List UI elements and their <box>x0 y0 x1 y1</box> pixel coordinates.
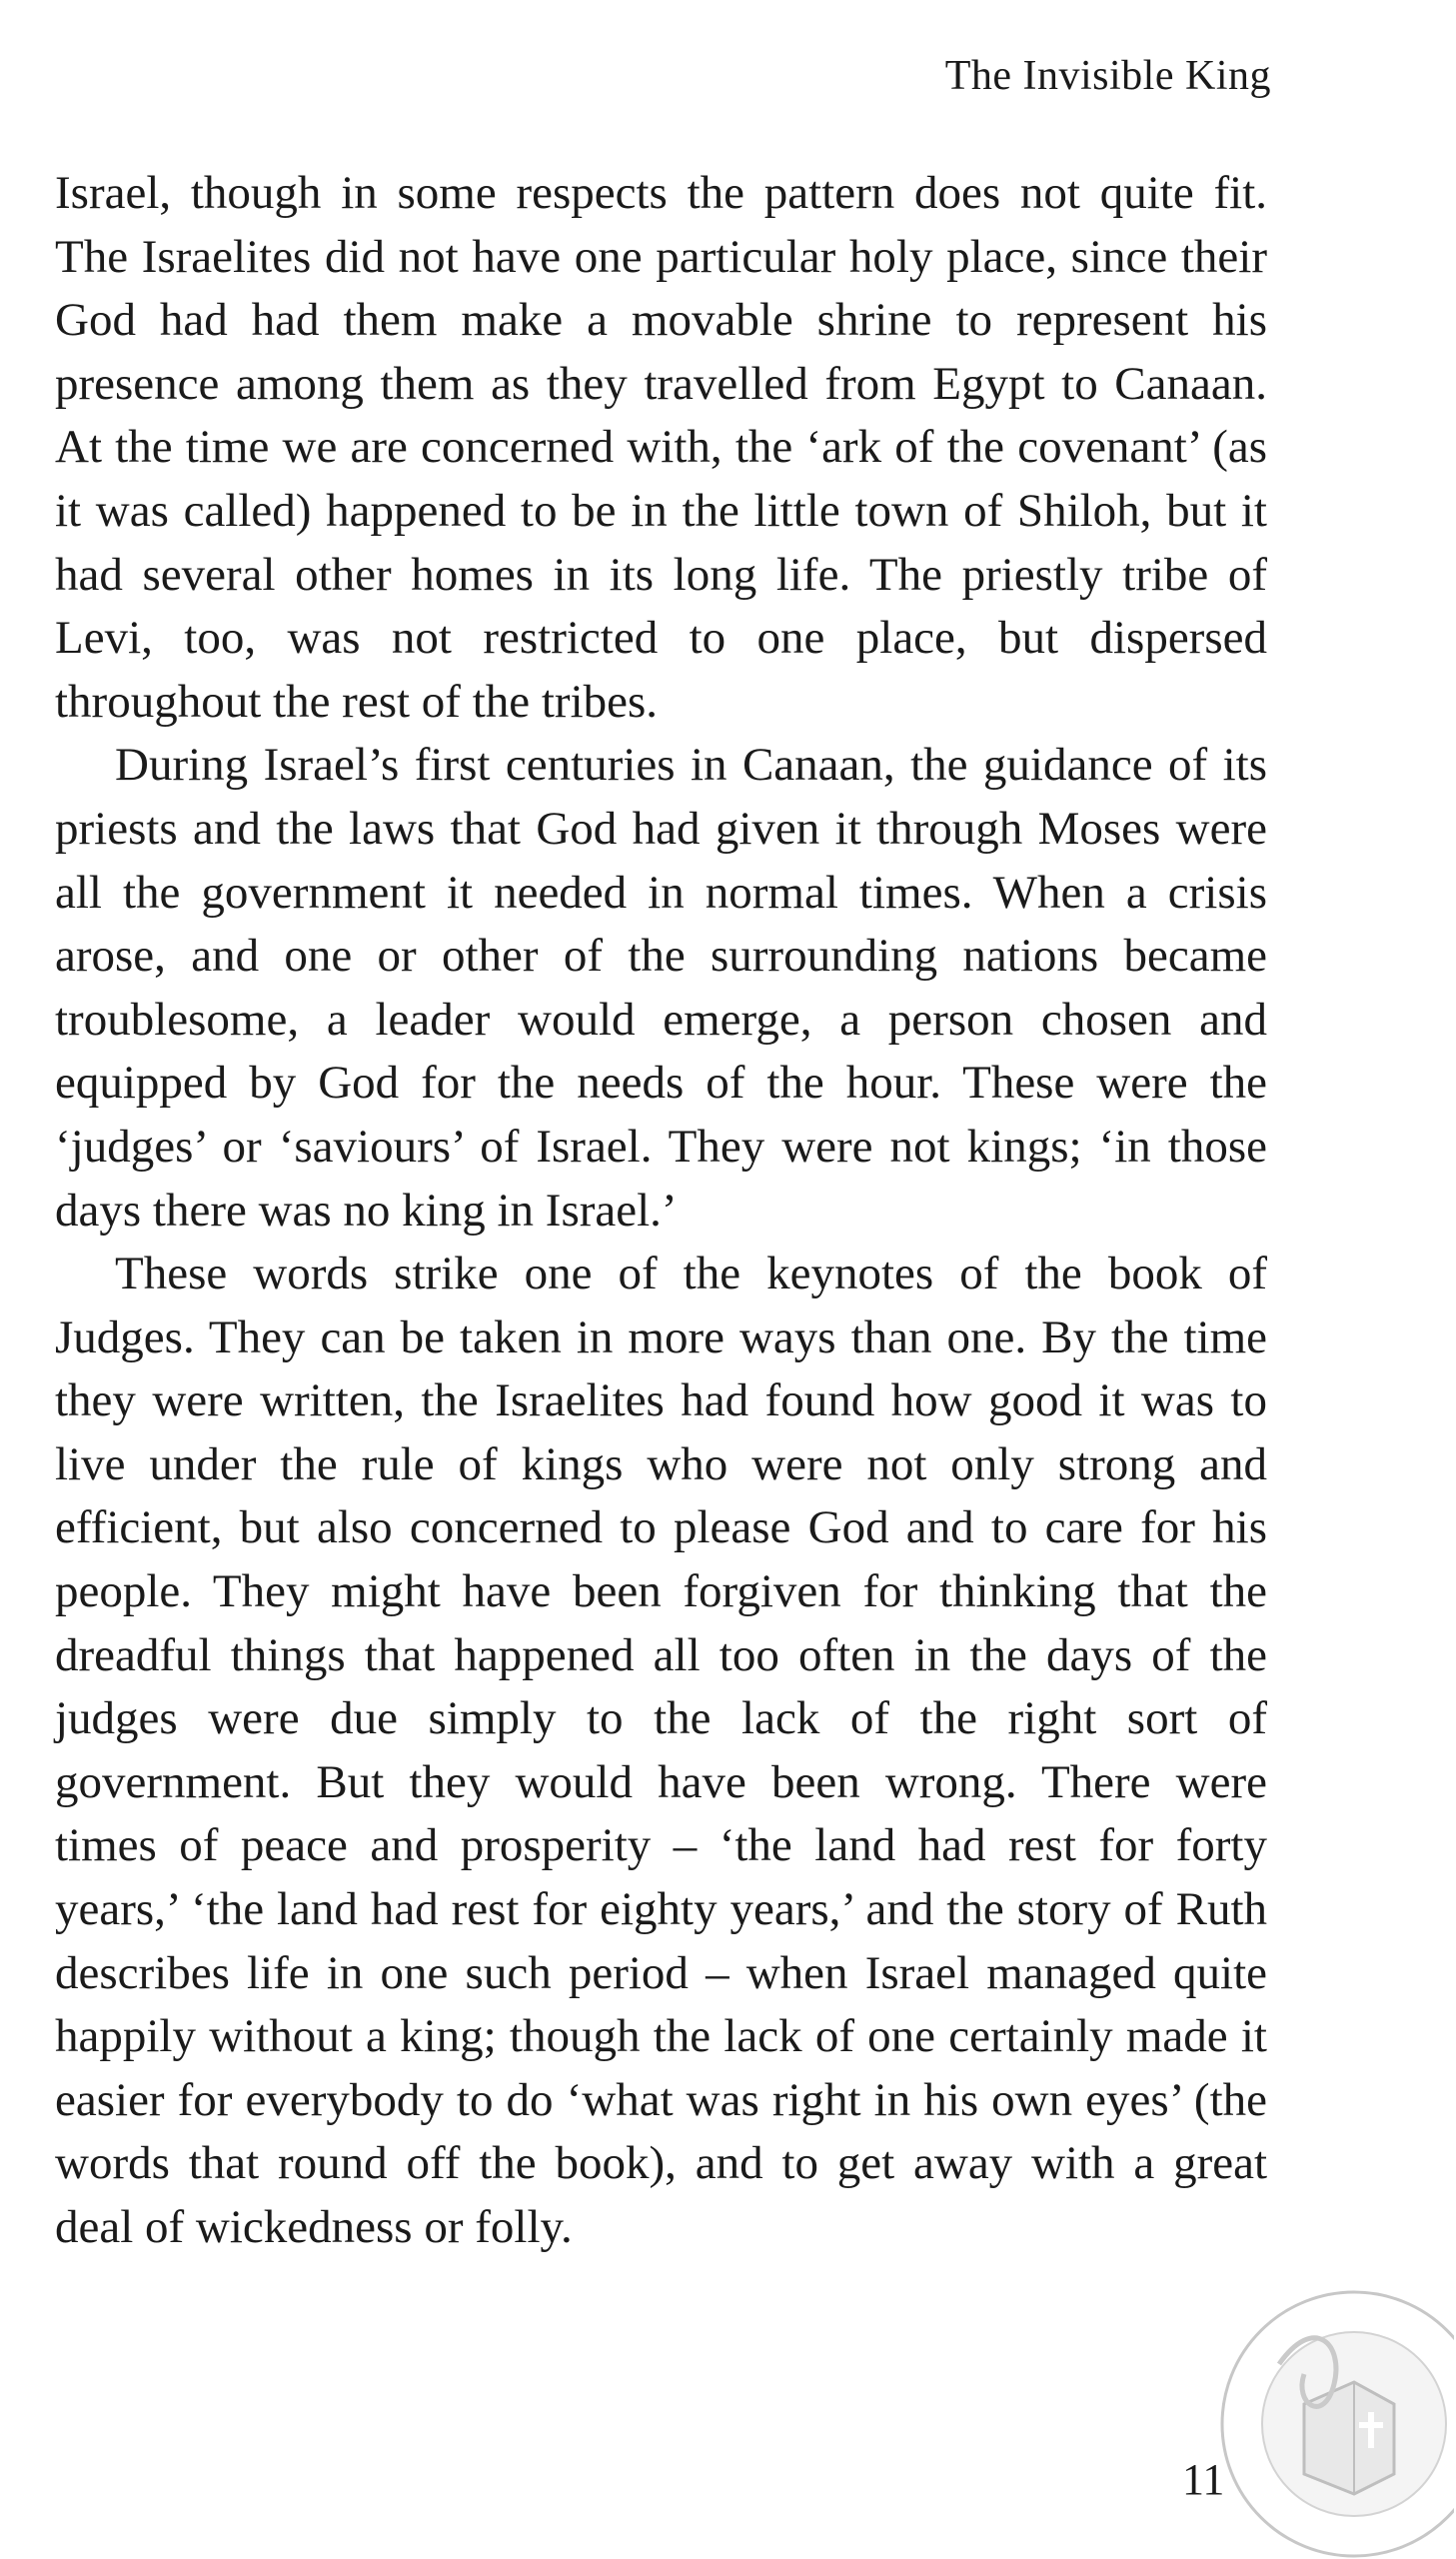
running-title: The Invisible King <box>944 53 1271 99</box>
body-text <box>55 162 1267 2260</box>
page-number: 11 <box>1182 2455 1225 2504</box>
bookstore-seal-watermark-icon <box>1184 2254 1454 2559</box>
paragraph-1: Israel, though in some respects the pattern does not quite fit. The Israelites did not have one particular holy place, since their God had had them make a movable shrine to represent his presence among them as they travelled from Egypt to Canaan. At the time we are concerned with, the ‘ark of the covenant’ (as it was called) happened to be in the little town of Shiloh, but it had several other homes in its long life. The priestly tribe of Levi, too, was not restricted to one place, but dispersed throughout the rest of the tribes. <box>55 167 1267 728</box>
paragraph-3: These words strike one of the keynotes of the book of Judges. They can be taken in more ways than one. By the time they were written, the Israelites had found how good it was to live under the rule of kings who were not only strong and efficient, but also concerned to please God and to care for his people. They might have been forgiven for thinking that the dreadful things that happened all too often in the days of the judges were due simply to the lack of the right sort of government. But they would have been wrong. There were times of peace and prosperity – ‘the land had rest for forty years,’ ‘the land had rest for eighty years,’ and the story of Ruth describes life in one such period – when Israel managed quite happily without a king; though the lack of one certainly made it easier for everybody to do ‘what was right in his own eyes’ (the words that round off the book), and to get away with a great deal of wickedness or folly. <box>55 1248 1267 2253</box>
paragraph-2: During Israel’s first centuries in Canaan, the guidance of its priests and the laws that God had given it through Moses were all the government it needed in normal times. When a crisis arose, and one or other of the surrounding nations became troublesome, a leader would emerge, a person chosen and equipped by God for the needs of the hour. These were the ‘judges’ or ‘saviours’ of Israel. They were not kings; ‘in those days there was no king in Israel.’ <box>55 739 1267 1237</box>
